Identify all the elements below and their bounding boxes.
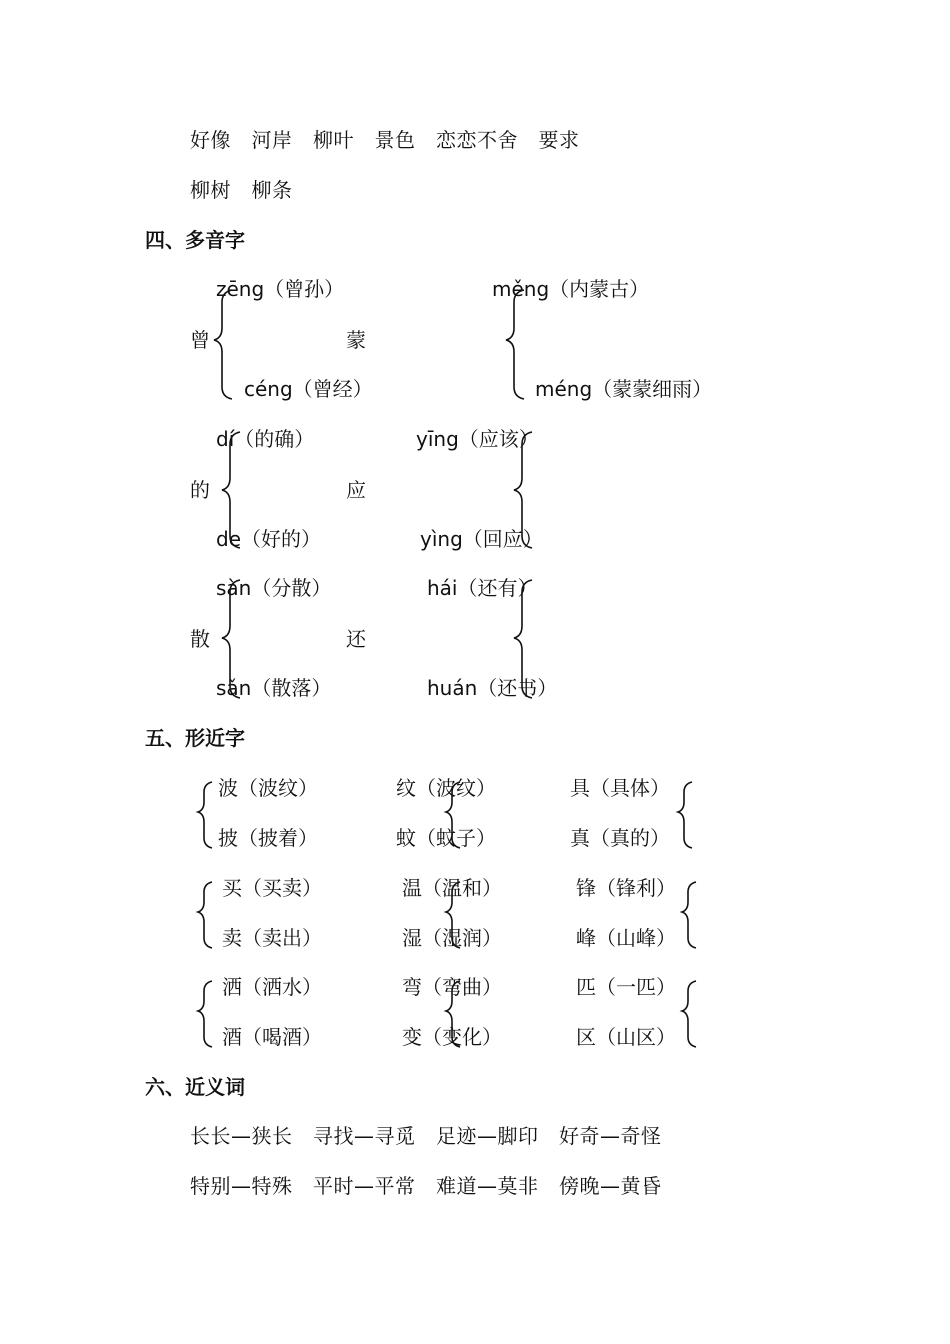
vocab-line-2: 柳树 柳条 <box>190 178 293 202</box>
similar-char-item: 峰（山峰） <box>576 926 676 950</box>
reading-di: dí（的确） <box>216 427 315 451</box>
polyphone-char-san: 散 <box>190 627 210 651</box>
similar-char-item: 温（温和） <box>402 876 502 900</box>
polyphone-char-ceng: 曾 <box>190 328 210 352</box>
reading-meng2: méng（蒙蒙细雨） <box>535 377 713 401</box>
similar-char-item: 卖（卖出） <box>222 926 322 950</box>
similar-char-item: 具（具体） <box>570 776 670 800</box>
similar-char-item: 酒（喝酒） <box>222 1025 322 1049</box>
synonyms-line-2: 特别—特殊 平时—平常 难道—莫非 傍晚—黄昏 <box>190 1174 662 1198</box>
similar-char-item: 波（波纹） <box>218 776 318 800</box>
polyphone-char-ying: 应 <box>346 478 366 502</box>
brace-icon <box>682 882 696 948</box>
vocab-line-1: 好像 河岸 柳叶 景色 恋恋不舍 要求 <box>190 128 580 152</box>
brace-icon <box>682 981 696 1047</box>
reading-meng3: měng（内蒙古） <box>492 277 650 301</box>
reading-de: de（好的） <box>216 527 321 551</box>
reading-ying4: yìng（回应） <box>420 527 543 551</box>
similar-char-item: 披（披着） <box>218 826 318 850</box>
brace-icon <box>678 782 692 848</box>
section-heading-synonyms: 六、近义词 <box>145 1075 245 1099</box>
similar-char-item: 纹（波纹） <box>396 776 496 800</box>
reading-san4: sàn（分散） <box>216 576 332 600</box>
similar-char-item: 真（真的） <box>570 826 670 850</box>
similar-char-item: 变（变化） <box>402 1025 502 1049</box>
similar-char-item: 区（山区） <box>576 1025 676 1049</box>
synonyms-line-1: 长长—狭长 寻找—寻觅 足迹—脚印 好奇—奇怪 <box>190 1124 662 1148</box>
similar-char-item: 匹（一匹） <box>576 975 676 999</box>
reading-hai: hái（还有） <box>427 576 538 600</box>
reading-zeng: zēng（曾孙） <box>216 277 345 301</box>
brace-icon <box>214 290 232 399</box>
similar-char-item: 湿（湿润） <box>402 926 502 950</box>
reading-ying1: yīng（应该） <box>416 427 539 451</box>
section-heading-polyphones: 四、多音字 <box>145 228 245 252</box>
similar-char-item: 洒（洒水） <box>222 975 322 999</box>
similar-char-item: 蚊（蚊子） <box>396 826 496 850</box>
brace-icon <box>198 981 212 1047</box>
reading-san3: sǎn（散落） <box>216 676 332 700</box>
reading-ceng: céng（曾经） <box>244 377 373 401</box>
similar-char-item: 弯（弯曲） <box>402 975 502 999</box>
reading-huan: huán（还书） <box>427 676 558 700</box>
polyphone-char-meng: 蒙 <box>346 328 366 352</box>
polyphone-char-huan: 还 <box>346 627 366 651</box>
polyphone-char-de: 的 <box>190 478 210 502</box>
section-heading-similar-chars: 五、形近字 <box>145 726 245 750</box>
brace-icon <box>198 782 212 848</box>
brace-icon <box>506 290 524 399</box>
similar-char-item: 买（买卖） <box>222 876 322 900</box>
brace-icon <box>198 882 212 948</box>
similar-char-item: 锋（锋利） <box>576 876 676 900</box>
